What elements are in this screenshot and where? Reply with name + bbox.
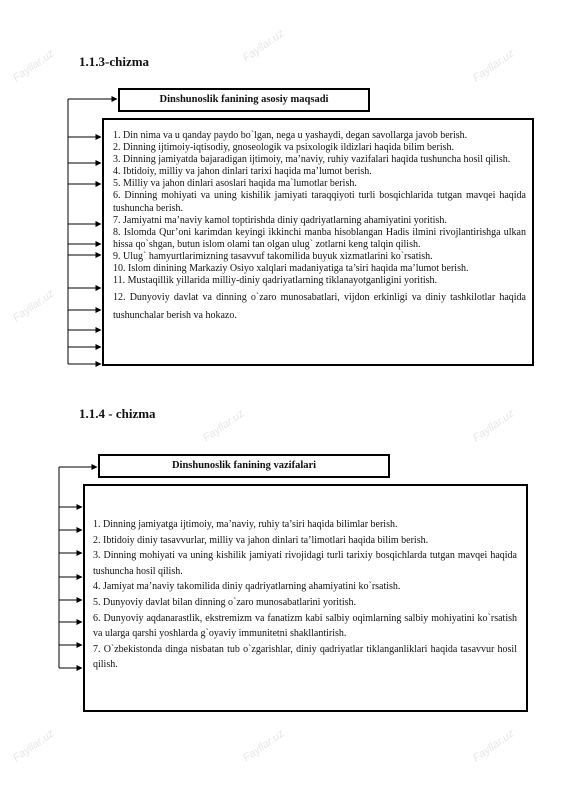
diagram1-title: Dinshunoslik fanining asosiy maqsadi: [159, 94, 329, 105]
diagram1-item-6: 6. Dinning mohiyati va uning kishilik jamiyati taraqqiyoti turli bosqichlarida tutgan mavqei haqida tushuncha berish.: [113, 190, 526, 214]
diagram1-item-4: 4. Ibtidoiy, milliy va jahon dinlari tarixi haqida ma’lumot berish.: [113, 166, 372, 178]
diagram1-item-3: 3. Dinning jamiyatda bajaradigan ijtimoiy, ma’naviy, ruhiy vazifalari haqida tushuncha hosil qilish.: [113, 154, 511, 166]
diagram1-item-12: 12. Dunyoviy davlat va dinning o`zaro munosabatlari, vijdon erkinligi va diniy tashkilotlar haqida tushunchalar berish va hokazo.: [113, 292, 526, 322]
diagram1-item-9: 9. Ulug` hamyurtlarimizning tasavvuf takomilida buyuk xizmatlarini ko`rsatish.: [113, 250, 433, 262]
diagram1-item-2: 2. Dinning ijtimoiy-iqtisodiy, gnoseologik va psixologik ildizlari haqida bilim berish.: [113, 142, 454, 154]
diagram1-heading: 1.1.3-chizma: [79, 54, 150, 69]
diagram2-title-box: [98, 454, 390, 478]
diagram2-heading: 1.1.4 - chizma: [79, 406, 156, 421]
diagram1-item-1: 1. Din nima va u qanday paydo bo`lgan, nega u yashaydi, degan savollarga javob berish.: [113, 130, 468, 141]
diagram1-content-box: [102, 118, 534, 366]
diagram1-item-10: 10. Islom dinining Markaziy Osiyo xalqlari madaniyatiga ta’siri haqida ma’lumot berish.: [113, 263, 469, 275]
diagram2-item-6: 6. Dunyoviy aqdanarastlik, ekstremizm va fanatizm kabi salbiy oqimlarning salbiy mohiyatini ko`rsatish va ularga qarshi yoshlarda g`oyaviy immunitetni shakllantirish.: [93, 612, 517, 640]
diagram1-item-5: 5. Milliy va jahon dinlari asoslari haqida ma`lumotlar berish.: [113, 178, 357, 190]
watermark: Fayllar.uz: [240, 27, 287, 65]
watermark: Fayllar.uz: [10, 727, 57, 765]
watermark: Fayllar.uz: [470, 47, 517, 85]
diagram2-item-3: 3. Dinning mohiyati va uning kishilik jamiyati rivojidagi turli tarixiy bosqichlarda tutgan mavqei haqida tushuncha hosil qilish.: [93, 550, 517, 577]
watermark: Fayllar.uz: [10, 287, 57, 325]
watermark: Fayllar.uz: [200, 407, 247, 445]
diagram2-item-4: 4. Jamiyat ma’naviy takomilida diniy qadriyatlarning ahamiyatini ko`rsatish.: [93, 581, 401, 593]
diagram2-title: Dinshunoslik fanining vazifalari: [171, 460, 317, 471]
diagram1-item-11: 11. Mustaqillik yillarida milliy-diniy qadriyatlarning tiklanayotganligini yoritish.: [113, 275, 438, 287]
diagram1-title-box: [118, 88, 370, 112]
watermark: Fayllar.uz: [470, 727, 517, 765]
diagram2-item-2: 2. Ibtidoiy diniy tasavvurlar, milliy va jahon dinlari ta’limotlari haqida bilim berish.: [93, 534, 429, 546]
diagram2-content-box: [83, 484, 528, 712]
diagram2-item-7: 7. O`zbekistonda dinga nisbatan tub o`zgarishlar, diniy qadriyatlar tiklanganliklari haqida tasavvur hosil qilish.: [93, 643, 517, 671]
watermark: Fayllar.uz: [240, 727, 287, 765]
watermark: Fayllar.uz: [470, 407, 517, 445]
watermark: Fayllar.uz: [10, 47, 57, 85]
diagram2-item-5: 5. Dunyoviy davlat bilan dinning o`zaro munosabatlarini yoritish.: [93, 596, 357, 608]
diagram1-item-8: 8. Islomda Qur’oni karimdan keyingi ikkinchi manba hisoblangan Hadis ilmini rivojlantirishga ulkan hissa qo`shgan, butun islom olami tan olgan ulug` zotlarni keng talqin qilish.: [113, 226, 526, 250]
diagram2-item-1: 1. Dinning jamiyatga ijtimoiy, ma’naviy, ruhiy ta’siri haqida bilimlar berish.: [93, 519, 398, 530]
diagram1-item-7: 7. Jamiyatni ma’naviy kamol toptirishda diniy qadriyatlarning ahamiyatini yoritish.: [113, 214, 447, 226]
